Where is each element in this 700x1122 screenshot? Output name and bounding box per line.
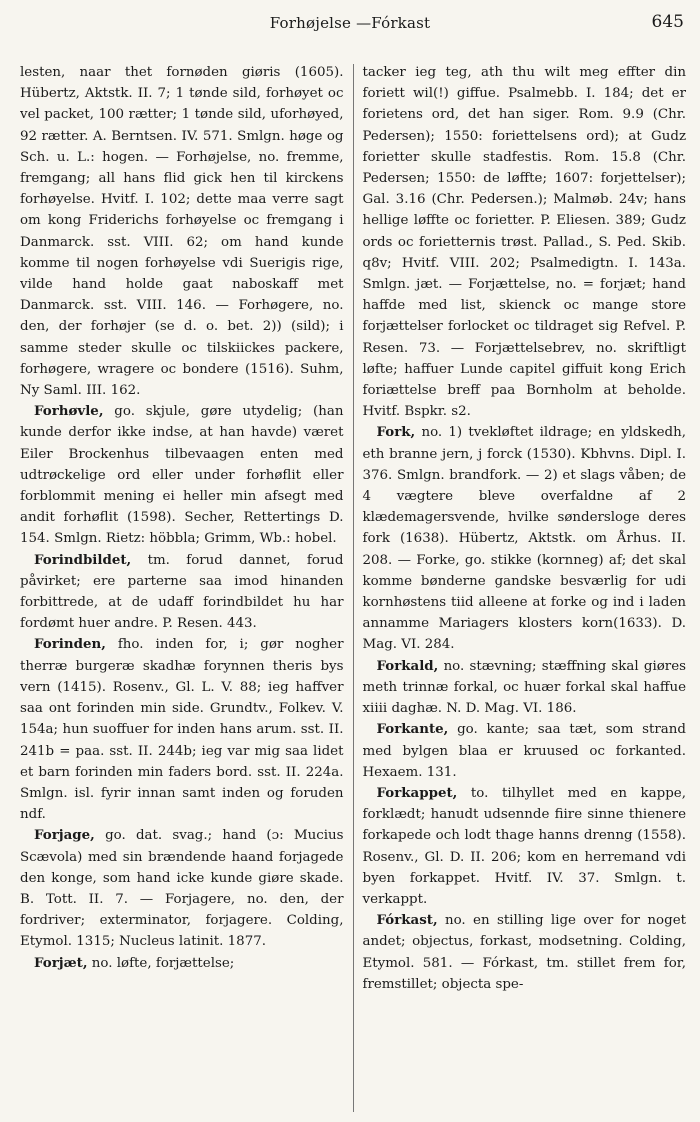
entry-headword: Forhøvle, (34, 403, 104, 420)
entry-headword: Forinden, (34, 636, 106, 653)
dictionary-columns (20, 62, 686, 1116)
dictionary-entry (20, 953, 344, 974)
entry-text: fho. inden for, i; gør nogher therræ burgeræ skadhæ forynnen theris bys vern (1415). Rosenv., Gl. L. V. 88; ieg haffver saa ont forinden min side. Grundtv., Folkev. V. 154a; hun suoffuer for inden hans arum. sst. II. 241b = paa. sst. II. 244b; ieg var mig saa lidet et barn forinden min faders bord. sst. II. 224a. Smlgn. isl. fyrir innan samt inden og foruden ndf. (20, 637, 344, 823)
entry-headword: Forkappet, (376, 784, 458, 801)
dictionary-entry (363, 656, 687, 720)
entry-text: go. dat. svag.; hand (ɔ: Mucius Scævola) med sin brændende haand forjagede den konge, som hand icke kunde giøre skade. B. Tott. II. 7. — Forjagere, no. den, der fordriver; exterminator, forjagere. Colding, Etymol. 1315; Nucleus latinit. 1877. (20, 828, 344, 950)
left-column (20, 62, 353, 1116)
dictionary-entry (363, 62, 687, 422)
page-header (0, 0, 700, 48)
entry-text: lesten, naar thet fornøden giøris (1605). Hübertz, Aktstk. II. 7; 1 tønde sild, forhøyet oc vel packet, 100 rætter; 1 tønde sild, uforhøyed, 92 rætter. A. Berntsen. IV. 571. Smlgn. høge og Sch. u. L.: hogen. — Forhøjelse, no. fremme, fremgang; all hans flid gick hen til kirckens forhøyelse. Hvitf. I. 102; dette maa verre sagt om kong Friderichs forhøyelse oc fremgang i Danmarck. sst. VIII. 62; om hand kunde komme til nogen forhøyelse vdi Suerigis rige, vilde hand holde gaat naboskaff met Danmarck. sst. VIII. 146. — Forhøgere, no. den, der forhøjer (se d. o. bet. 2)) (sild); i samme steder skulle oc tilskiickes packere, forhøgere, wragere oc bondere (1516). Suhm, Ny Saml. III. 162. (20, 65, 344, 399)
dictionary-entry (20, 825, 344, 952)
dictionary-entry (20, 634, 344, 825)
running-head: Forhøjelse —Fórkast (269, 14, 431, 32)
entry-headword: Forkante, (376, 721, 449, 738)
entry-text: go. skjule, gøre utydelig; (han kunde derfor ikke indse, at han havde) været Eiler Brockenhus tilbevaagen enten med udtrøckelige ord eller under forhøflit eller forblommit mening ei heller min afsegt med andit forhøflit (1598). Secher, Rettertings D. 154. Smlgn. Rietz: höbbla; Grimm, Wb.: hobel. (20, 404, 344, 547)
entry-text: no. løfte, forjættelse; (91, 955, 235, 971)
entry-text: no. 1) tvekløftet ildrage; en yldskedh, eth branne jern, j forck (1530). Kbhvns. Dipl. I. 376. Smlgn. brandfork. — 2) et slags våben; de 4 vægtere bleve overfaldne af 2 klædemagersvende, hvilke søndersloge deres fork (1638). Hübertz, Aktstk. om Århus. II. 208. — Forke, go. stikke (kornneg) af; det skal komme bønderne gandske besværlig for udi kornhøstens tiid alleene at forke og ind i laden annamme Mariagers klosters korn(1633). D. Mag. VI. 284. (362, 425, 686, 653)
page-number: 645 (651, 12, 684, 32)
dictionary-entry (20, 550, 344, 635)
entry-headword: Forjage, (34, 827, 95, 844)
entry-text: no. stævning; stæffning skal giøres meth trinnæ forkal, oc huær forkal skal haffue xiiii daghæ. N. D. Mag. VI. 186. (362, 658, 686, 717)
entry-text: no. en stilling lige over for noget andet; objectus, forkast, modsetning. Colding, Etymol. 581. — Fórkast, tm. stillet frem for, fremstillet; objecta spe- (362, 913, 686, 992)
entry-headword: Fork, (376, 424, 416, 441)
entry-headword: Forkald, (376, 657, 439, 674)
dictionary-entry (363, 783, 687, 910)
entry-text: go. kante; saa tæt, som strand med bylgen blaa er kruused oc forkanted. Hexaem. 131. (362, 722, 686, 780)
entry-text: tacker ieg teg, ath thu wilt meg effter din foriett wil(!) giffue. Psalmebb. I. 184; det er forietens ord, det han siger. Rom. 9.9 (Chr. Pedersen); 1550: foriettelsens ord); at Gudz forietter skulle stadfestis. Rom. 15.8 (Chr. Pedersen; 1550: de løffte; 1607: forjettelser); Gal. 3.16 (Chr. Pedersen.); Malmøb. 24v; hans hellige løffte oc forietter. P. Eliesen. 389; Gudz ords oc forietternis trøst. Pallad., S. Ped. Skib. q8v; Hvitf. VIII. 202; Psalmedigtn. I. 143a. Smlgn. jæt. — Forjættelse, no. = forjæt; hand haffde med list, skienck oc mange store forjættelser forlocket oc tildraget sig Refvel. P. Resen. 73. — Forjættelsebrev, no. skriftligt løfte; haffuer Lunde capitel giffuit kong Erich foriættelse breff paa Bornholm at beholde. Hvitf. Bspkr. s2. (362, 65, 686, 420)
dictionary-entry (363, 719, 687, 783)
entry-text: tm. forud dannet, forud påvirket; ere parterne saa imod hinanden forbittrede, at de udaff forindbildet hu har fordømt huer andre. P. Resen. 443. (20, 552, 344, 632)
entry-text: to. tilhyllet med en kappe, forklædt; hanudt udsennde fiire sinne thienere forkapede och lodt thage hanns drenng (1558). Rosenv., Gl. D. II. 206; kom en herremand vdi byen forkappet. Hvitf. IV. 37. Smlgn. t. verkappt. (362, 785, 686, 907)
dictionary-entry (20, 62, 344, 401)
dictionary-entry (363, 910, 687, 995)
entry-headword: Fórkast, (376, 912, 438, 929)
entry-headword: Forjæt, (34, 954, 88, 971)
right-column (354, 62, 687, 1116)
entry-headword: Forindbildet, (34, 551, 132, 568)
dictionary-entry (20, 401, 344, 549)
dictionary-entry (363, 422, 687, 655)
